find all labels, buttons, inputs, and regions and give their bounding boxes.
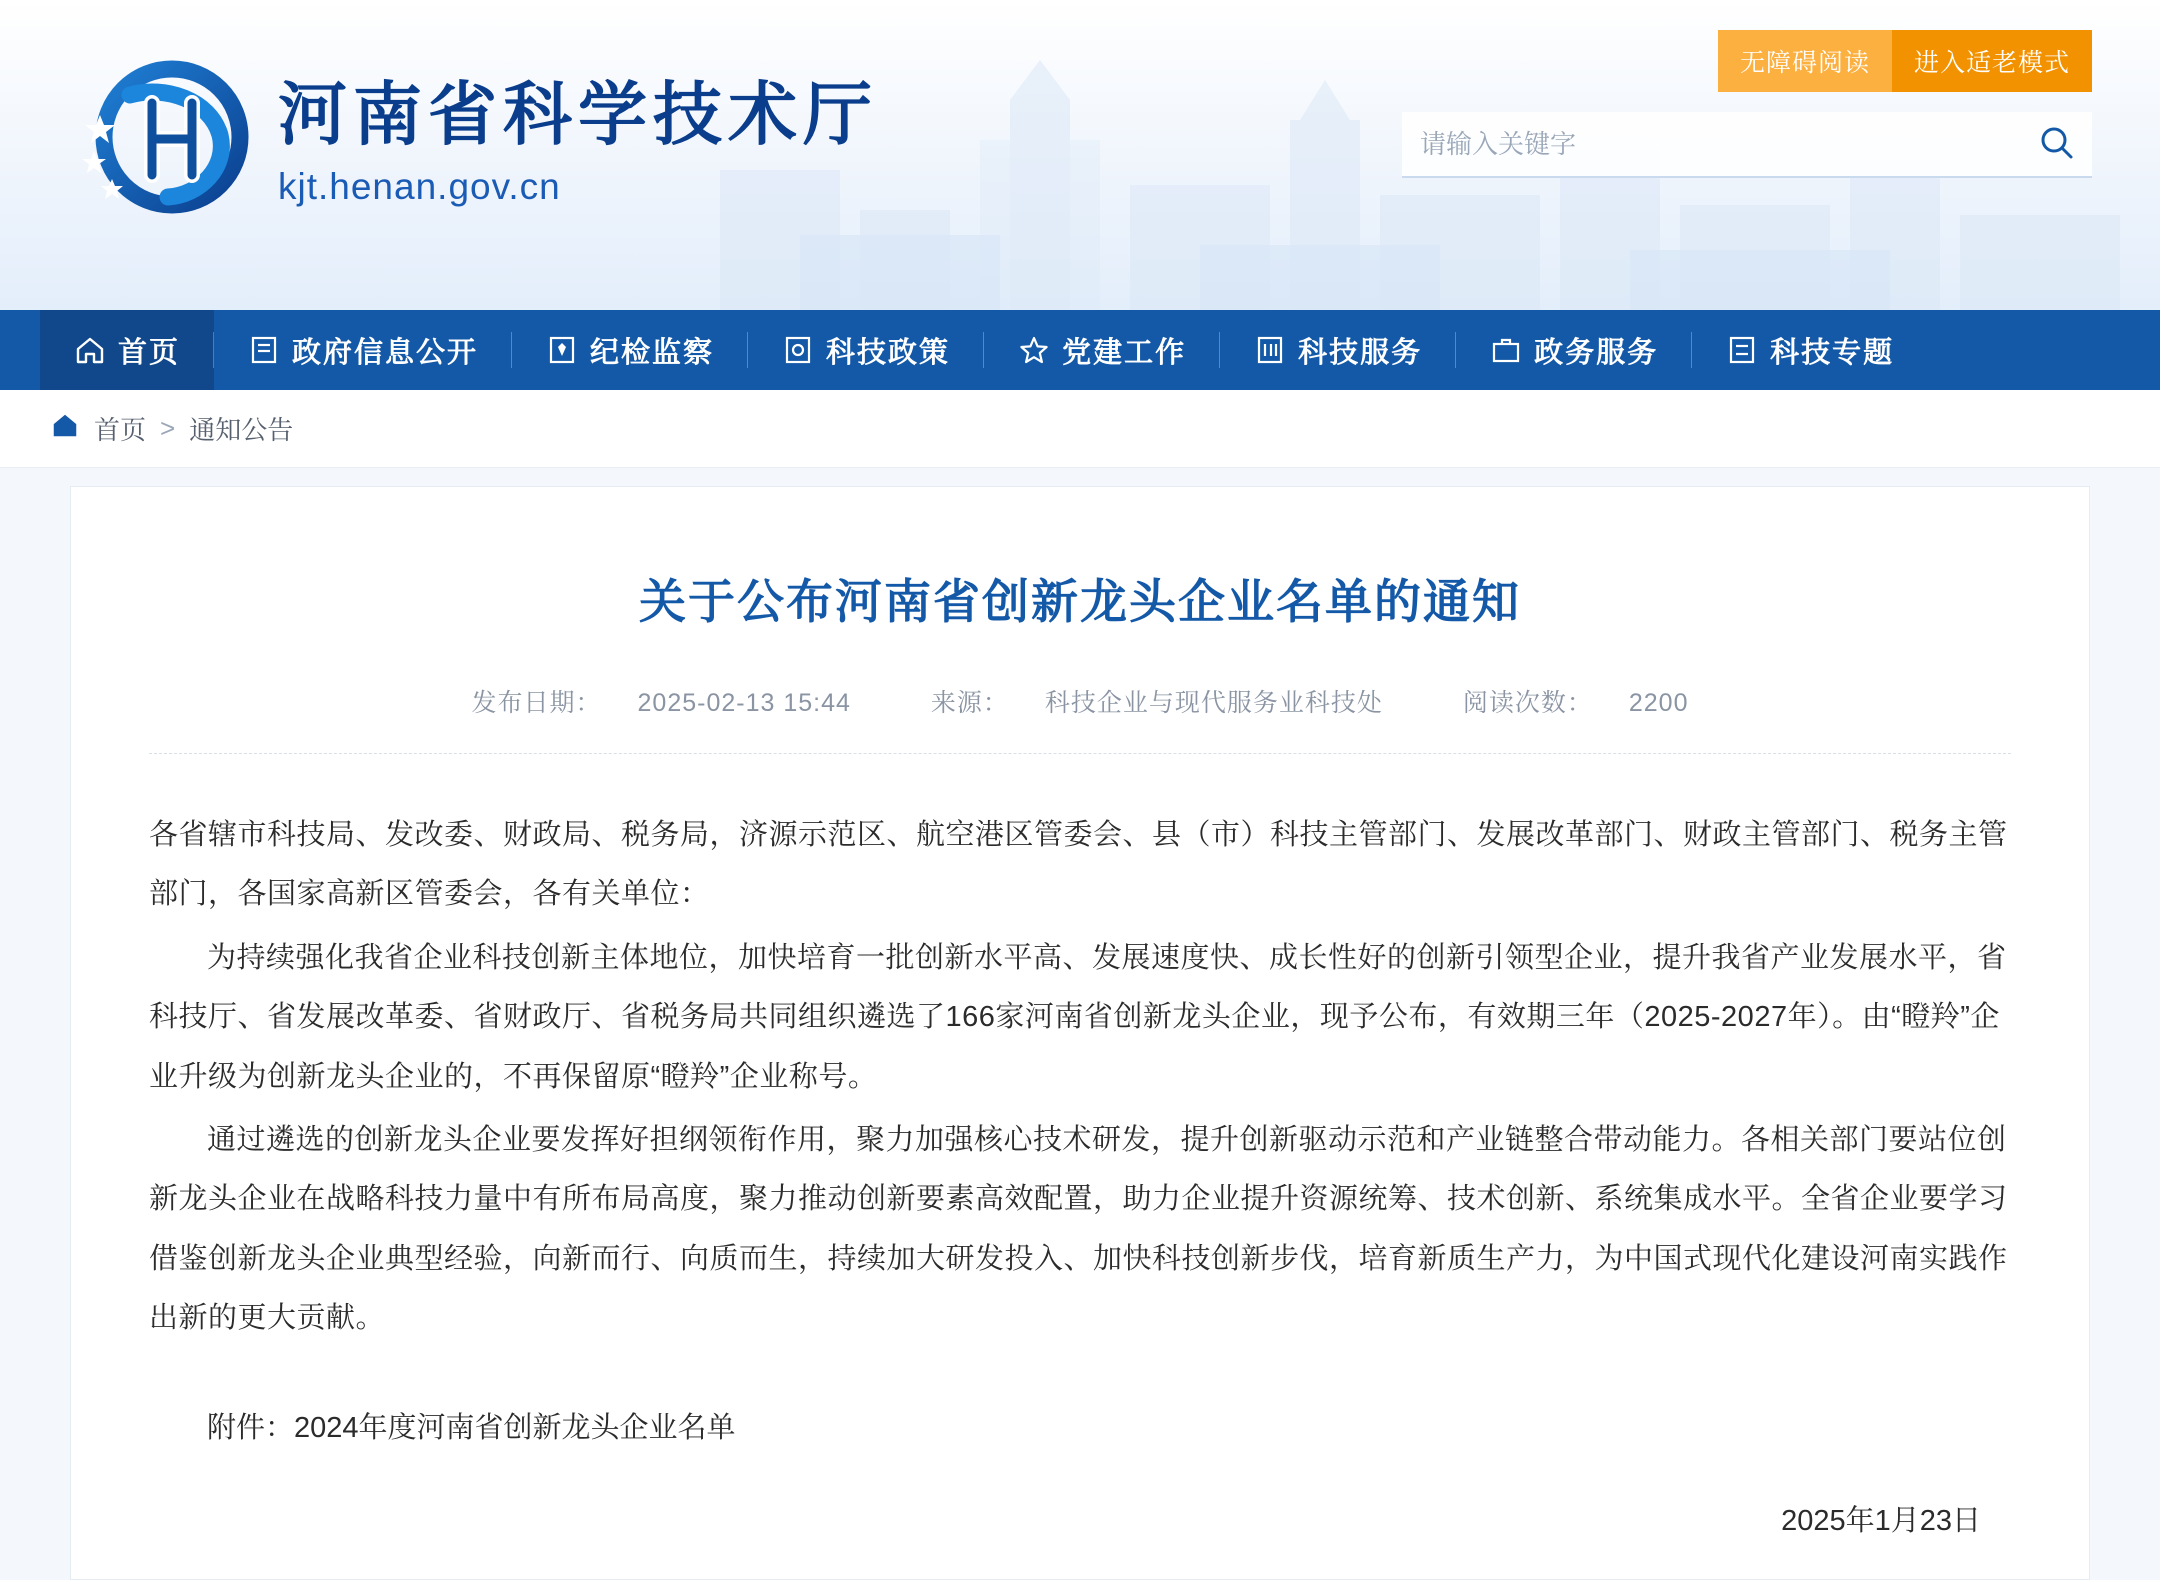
nav-label: 纪检监察 [590,336,715,369]
site-title-block [278,77,878,209]
home-icon [74,334,106,366]
search-input[interactable] [1402,129,2022,160]
henan-kjt-logo-icon [60,55,260,230]
shield-icon [546,334,578,366]
breadcrumb-bar [0,390,2160,468]
article-paragraph: 为持续强化我省企业科技创新主体地位，加快培育一批创新水平高、发展速度快、成长性好的创新引领型企业，提升我省产业发展水平，省科技厅、省发展改革委、省财政厅、省税务局共同组织遴选了166家河南省创新龙头企业，现予公布，有效期三年（2025-2027年）。由“瞪羚”企业升级为创新龙头企业的，不再保留原“瞪羚”企业称号。 [149,941,2007,1093]
policy-icon [782,334,814,366]
nav-label: 科技专题 [1770,336,1895,369]
views-value: 2200 [1628,688,1689,717]
nav-label: 党建工作 [1062,336,1187,369]
nav-item-party[interactable] [984,310,1220,390]
breadcrumb-separator: > [160,413,176,443]
star-icon [1018,334,1050,366]
site-logo[interactable] [60,55,878,230]
nav-label: 首页 [118,336,181,369]
search-box [1402,112,2092,178]
document-icon [248,334,280,366]
nav-label: 科技政策 [826,336,951,369]
source [913,689,1409,717]
nav-label: 政务服务 [1534,336,1659,369]
search-icon [2037,123,2077,166]
page-title: 关于公布河南省创新龙头企业名单的通知 [639,575,1521,628]
attachment-line[interactable]: 附件：2024年度河南省创新龙头企业名单 [207,1411,736,1444]
views [1445,689,1707,717]
home-icon [50,410,80,447]
accessibility-button[interactable]: 无障碍阅读 [1718,30,1892,92]
article-paragraph: 通过遴选的创新龙头企业要发挥好担纲领衔作用，聚力加强核心技术研发，提升创新驱动示范和产业链整合带动能力。各相关部门要站位创新龙头企业在战略科技力量中有所布局高度，聚力推动创新要素高效配置，助力企业提升资源统筹、技术创新、系统集成水平。全省企业要学习借鉴创新龙头企业典型经验，向新而行、向质而生，持续加大研发投入、加快科技创新步伐，培育新质生产力，为中国式现代化建设河南实践作出新的更大贡献。 [149,1123,2008,1335]
nav-label: 政府信息公开 [292,336,479,369]
nav-item-gov-info[interactable] [214,310,512,390]
search-button[interactable] [2022,114,2092,174]
nav-item-policy[interactable] [748,310,984,390]
top-right-buttons [1718,30,2092,92]
nav-item-gov-service[interactable] [1456,310,1692,390]
site-domain: kjt.henan.gov.cn [278,166,561,208]
article-content [149,806,2011,1349]
breadcrumb [40,410,2120,447]
page-body [0,468,2160,1580]
source-label: 来源： [930,688,1009,717]
publish-date-label: 发布日期： [471,688,602,717]
nav-item-tech-service[interactable] [1220,310,1456,390]
article-meta [149,683,2011,719]
nav-label: 科技服务 [1298,336,1423,369]
briefcase-icon [1490,334,1522,366]
nav-item-discipline[interactable] [512,310,748,390]
site-title: 河南省科学技术厅 [278,75,878,153]
source-value: 科技企业与现代服务业科技处 [1044,688,1383,717]
list-icon [1726,334,1758,366]
publish-date [454,689,877,717]
article-card [70,486,2090,1580]
breadcrumb-item-notice[interactable]: 通知公告 [189,415,294,445]
breadcrumb-item-home[interactable]: 首页 [94,415,147,445]
publish-date-value: 2025-02-13 15:44 [637,688,851,717]
site-header [0,0,2160,310]
nav-item-special-topics[interactable] [1692,310,1928,390]
service-icon [1254,334,1286,366]
article-paragraph: 各省辖市科技局、发改委、财政局、税务局，济源示范区、航空港区管委会、县（市）科技主管部门、发展改革部门、财政主管部门、税务主管部门，各国家高新区管委会，各有关单位： [149,818,2008,911]
nav-item-home[interactable] [40,310,214,390]
elder-mode-button[interactable]: 进入适老模式 [1892,30,2092,92]
meta-divider [149,753,2011,754]
signature-date: 2025年1月23日 [1781,1504,1981,1537]
main-navigation [0,310,2160,390]
views-label: 阅读次数： [1462,688,1593,717]
